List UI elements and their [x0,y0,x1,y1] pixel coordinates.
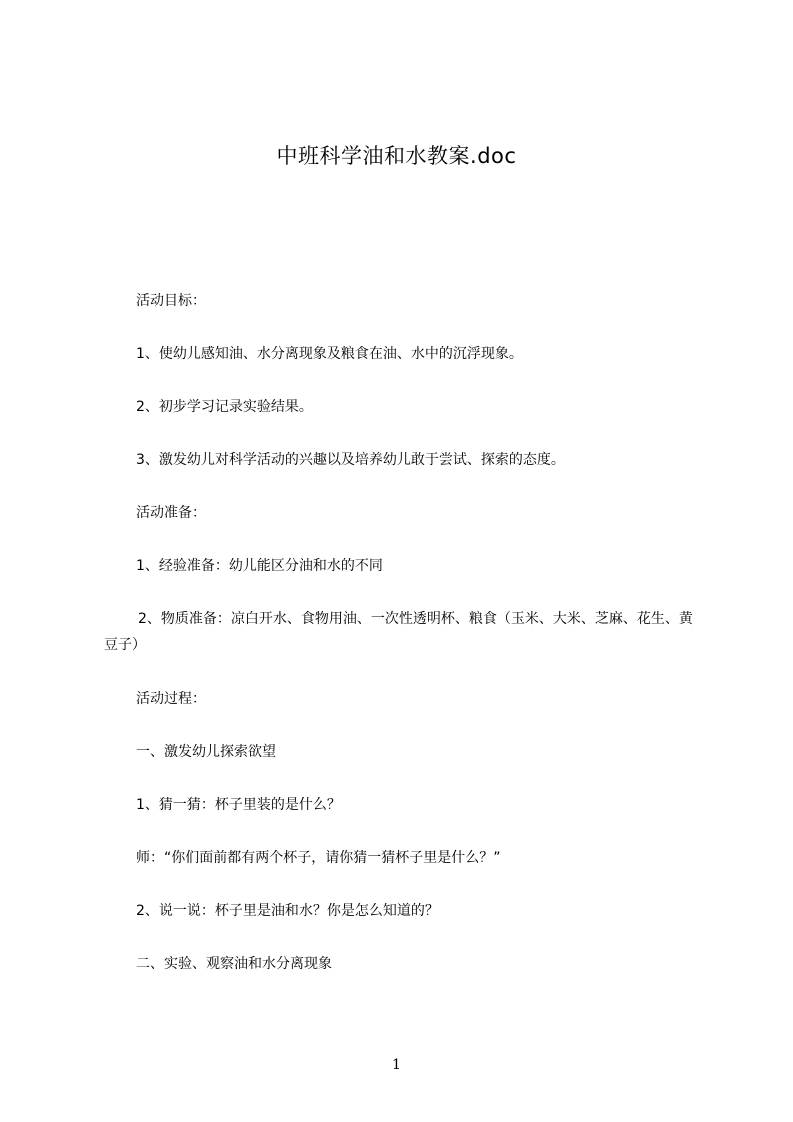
page-number: 1 [392,1057,401,1073]
section-heading-process: 活动过程： [136,691,206,707]
goal-item-1: 1、使幼儿感知油、水分离现象及粮食在油、水中的沉浮现象。 [136,346,523,362]
document-title: 中班科学油和水教案.doc [276,144,517,168]
goal-item-2: 2、初步学习记录实验结果。 [136,399,313,415]
process-item-say: 2、说一说：杯子里是油和水？你是怎么知道的？ [136,903,439,919]
goal-item-3: 3、激发幼儿对科学活动的兴趣以及培养幼儿敢于尝试、探索的态度。 [136,452,565,468]
section-heading-preparation: 活动准备： [136,505,206,521]
preparation-item-2: 2、物质准备：凉白开水、食物用油、一次性透明杯、粮食（玉米、大米、芝麻、花生、黄豆子） [104,611,693,653]
process-step-heading-1: 一、激发幼儿探索欲望 [136,744,276,760]
section-heading-goals: 活动目标： [136,293,206,309]
preparation-item-1: 1、经验准备：幼儿能区分油和水的不同 [136,558,383,574]
teacher-quote: 师：“你们面前都有两个杯子，请你猜一猜杯子里是什么？” [136,850,501,866]
process-step-heading-2: 二、实验、观察油和水分离现象 [136,956,332,972]
process-item-guess: 1、猜一猜：杯子里装的是什么？ [136,797,341,813]
